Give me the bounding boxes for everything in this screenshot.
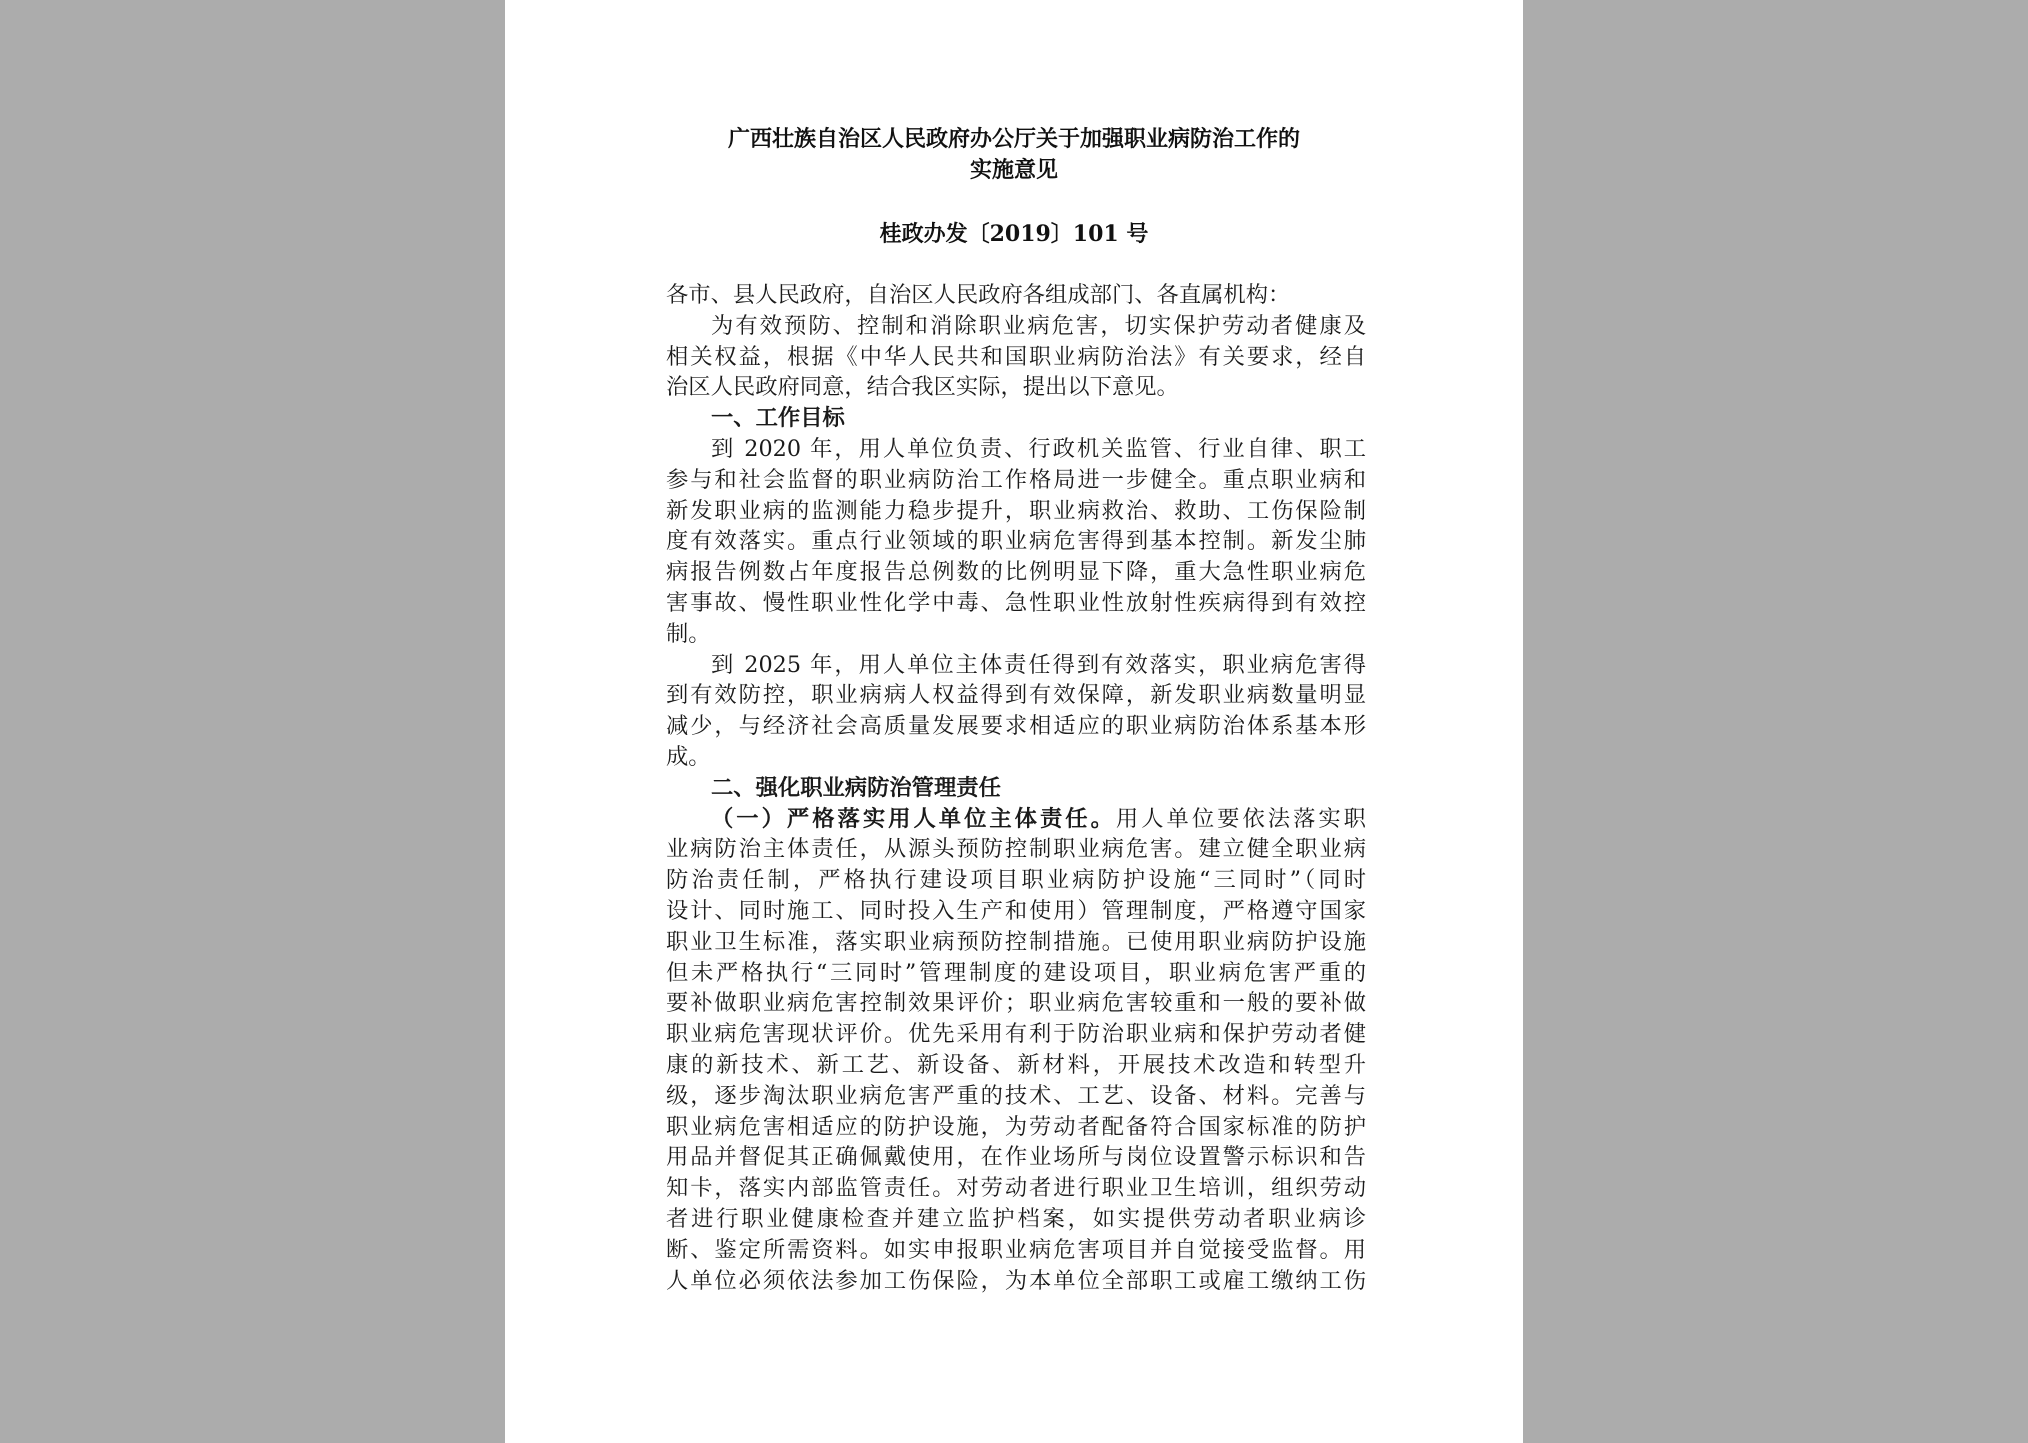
paragraph-line: 参与和社会监督的职业病防治工作格局进一步健全。重点职业病和 <box>666 466 1366 493</box>
salutation: 各市、县人民政府，自治区人民政府各组成部门、各直属机构： <box>666 282 1291 308</box>
paragraph-line: 病报告例数占年度报告总例数的比例明显下降，重大急性职业病危 <box>666 559 1366 586</box>
paragraph-line: 到有效防控，职业病病人权益得到有效保障，新发职业病数量明显 <box>666 682 1366 709</box>
item-first-line <box>666 804 1366 835</box>
paragraph-line: 级，逐步淘汰职业病危害严重的技术、工艺、设备、材料。完善与 <box>666 1082 1366 1109</box>
document-title <box>505 124 1523 186</box>
intro-line: 治区人民政府同意，结合我区实际，提出以下意见。 <box>666 374 1179 401</box>
paragraph-line: 防治责任制，严格执行建设项目职业病防护设施“三同时”（同时 <box>666 867 1366 894</box>
section-heading-2: 二、强化职业病防治管理责任 <box>711 774 1001 801</box>
paragraph-line: 新发职业病的监测能力稳步提升，职业病救治、救助、工伤保险制 <box>666 497 1366 524</box>
paragraph-line: 知卡，落实内部监管责任。对劳动者进行职业卫生培训，组织劳动 <box>666 1175 1366 1202</box>
document-body <box>666 280 1366 1296</box>
paragraph-line: 制。 <box>666 620 711 647</box>
paragraph-line: 断、鉴定所需资料。如实申报职业病危害项目并自觉接受监督。用 <box>666 1236 1366 1263</box>
paragraph-line: 但未严格执行“三同时”管理制度的建设项目，职业病危害严重的 <box>666 959 1366 986</box>
paragraph-line: 职业卫生标准，落实职业病预防控制措施。已使用职业病防护设施 <box>666 928 1366 955</box>
paragraph-line: 人单位必须依法参加工伤保险，为本单位全部职工或雇工缴纳工伤 <box>666 1267 1366 1294</box>
paragraph-line: 康的新技术、新工艺、新设备、新材料，开展技术改造和转型升 <box>666 1051 1366 1078</box>
paragraph-line: 到 2025 年，用人单位主体责任得到有效落实，职业病危害得 <box>711 651 1366 678</box>
paragraph-line: 用品并督促其正确佩戴使用，在作业场所与岗位设置警示标识和告 <box>666 1144 1366 1171</box>
section-heading-1: 一、工作目标 <box>711 405 845 432</box>
paragraph-line: 到 2020 年，用人单位负责、行政机关监管、行业自律、职工 <box>711 435 1366 462</box>
paragraph-line: 设计、同时施工、同时投入生产和使用）管理制度，严格遵守国家 <box>666 897 1366 924</box>
document-number: 桂政办发〔2019〕101 号 <box>879 221 1149 247</box>
item-first-line-text: 用人单位要依法落实职 <box>1115 805 1366 832</box>
intro-line: 为有效预防、控制和消除职业病危害，切实保护劳动者健康及 <box>711 312 1366 339</box>
paragraph-line: 职业病危害相适应的防护设施，为劳动者配备符合国家标准的防护 <box>666 1113 1366 1140</box>
paragraph-line: 减少，与经济社会高质量发展要求相适应的职业病防治体系基本形 <box>666 713 1366 740</box>
paragraph-line: 者进行职业健康检查并建立监护档案，如实提供劳动者职业病诊 <box>666 1205 1366 1232</box>
paragraph-line: 职业病危害现状评价。优先采用有利于防治职业病和保护劳动者健 <box>666 1021 1366 1048</box>
intro-line: 相关权益，根据《中华人民共和国职业病防治法》有关要求，经自 <box>666 343 1366 370</box>
paragraph-line: 害事故、慢性职业性化学中毒、急性职业性放射性疾病得到有效控 <box>666 589 1366 616</box>
title-line-1: 广西壮族自治区人民政府办公厅关于加强职业病防治工作的 <box>727 126 1300 152</box>
paragraph-line: 成。 <box>666 743 711 770</box>
document-page <box>505 0 1523 1443</box>
paragraph-line: 业病防治主体责任，从源头预防控制职业病危害。建立健全职业病 <box>666 836 1366 863</box>
item-title: （一）严格落实用人单位主体责任。 <box>711 805 1116 832</box>
paragraph-line: 度有效落实。重点行业领域的职业病危害得到基本控制。新发尘肺 <box>666 528 1366 555</box>
title-line-2: 实施意见 <box>969 157 1058 183</box>
paragraph-line: 要补做职业病危害控制效果评价；职业病危害较重和一般的要补做 <box>666 990 1366 1017</box>
